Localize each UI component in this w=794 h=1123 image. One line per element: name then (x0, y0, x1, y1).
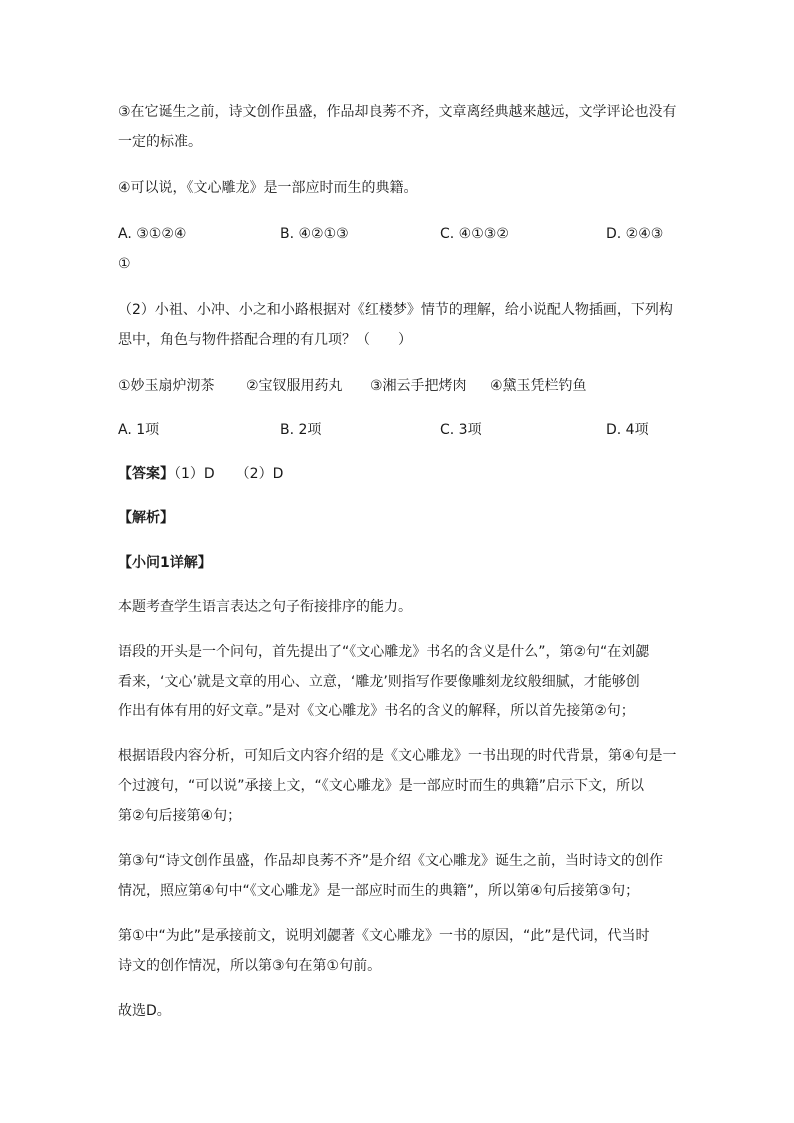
q2-option-a: A. 1项 (118, 422, 160, 438)
analysis-paragraph-4-line-2: 情况，照应第④句中“《文心雕龙》是一部应时而生的典籍”，所以第④句后接第③句； (118, 883, 640, 899)
q1-option-a: A. ③①②④ (118, 226, 187, 242)
analysis-paragraph-2-line-1: 语段的开头是一个问句，首先提出了“《文心雕龙》书名的含义是什么”，第②句“在刘勰 (118, 644, 650, 660)
sentence-3-line-2: 一定的标准。 (118, 134, 202, 150)
q1-option-d: D. ②④③ (606, 226, 664, 242)
q1-option-c: C. ④①③② (440, 226, 509, 242)
analysis-paragraph-1: 本题考查学生语言表达之句子衔接排序的能力。 (118, 599, 412, 615)
q2-item-2: ②宝钗服用药丸 (246, 378, 343, 394)
sentence-4: ④可以说，《文心雕龙》是一部应时而生的典籍。 (118, 180, 418, 196)
answer-label: 【答案】 (118, 466, 174, 482)
analysis-paragraph-3-line-2: 个过渡句，“可以说”承接上文，“《文心雕龙》是一部应时而生的典籍”启示下文，所以 (118, 778, 645, 794)
sentence-3-line-1: ③在它诞生之前，诗文创作虽盛，作品却良莠不齐，文章离经典越来越远，文学评论也没有 (118, 104, 677, 120)
analysis-conclusion: 故选D。 (118, 1003, 171, 1019)
q2-option-c: C. 3项 (440, 422, 482, 438)
q1-option-b: B. ④②①③ (280, 226, 349, 242)
q2-stem-line-2: 思中，角色与物件搭配合理的有几项？（ ） (118, 332, 412, 348)
analysis-paragraph-2-line-2: 看来，‘文心’就是文章的用心、立意，‘雕龙’则指写作要像雕刻龙纹般细腻，才能够创 (118, 674, 640, 690)
q2-option-b: B. 2项 (280, 422, 322, 438)
analysis-paragraph-5-line-1: 第①中“为此”是承接前文，说明刘勰著《文心雕龙》一书的原因，“此”是代词，代当时 (118, 928, 650, 944)
analysis-paragraph-3-line-3: 第②句后接第④句； (118, 808, 242, 824)
q2-stem-line-1: （2）小祖、小冲、小之和小路根据对《红楼梦》情节的理解，给小说配人物插画，下列构 (118, 302, 673, 318)
q2-item-3: ③湘云手把烤肉 (370, 378, 467, 394)
answer-line (118, 464, 688, 484)
q2-item-4: ④黛玉凭栏钓鱼 (490, 378, 587, 394)
analysis-paragraph-4-line-1: 第③句“诗文创作虽盛，作品却良莠不齐”是介绍《文心雕龙》诞生之前，当时诗文的创作 (118, 853, 664, 869)
analysis-paragraph-2-line-3: 作出有体有用的好文章。”是对《文心雕龙》书名的含义的解释，所以首先接第②句； (118, 703, 635, 719)
analysis-paragraph-3-line-1: 根据语段内容分析，可知后文内容介绍的是《文心雕龙》一书出现的时代背景，第④句是一 (118, 748, 677, 764)
analysis-label: 【解析】 (118, 510, 174, 526)
q2-option-d: D. 4项 (606, 422, 649, 438)
q1-option-d-continued: ① (118, 256, 131, 272)
detail-label: 【小问1详解】 (118, 555, 212, 571)
q2-item-1: ①妙玉扇炉沏茶 (118, 378, 215, 394)
analysis-paragraph-5-line-2: 诗文的创作情况，所以第③句在第①句前。 (118, 958, 382, 974)
answer-text: （1）D （2）D (174, 466, 284, 482)
